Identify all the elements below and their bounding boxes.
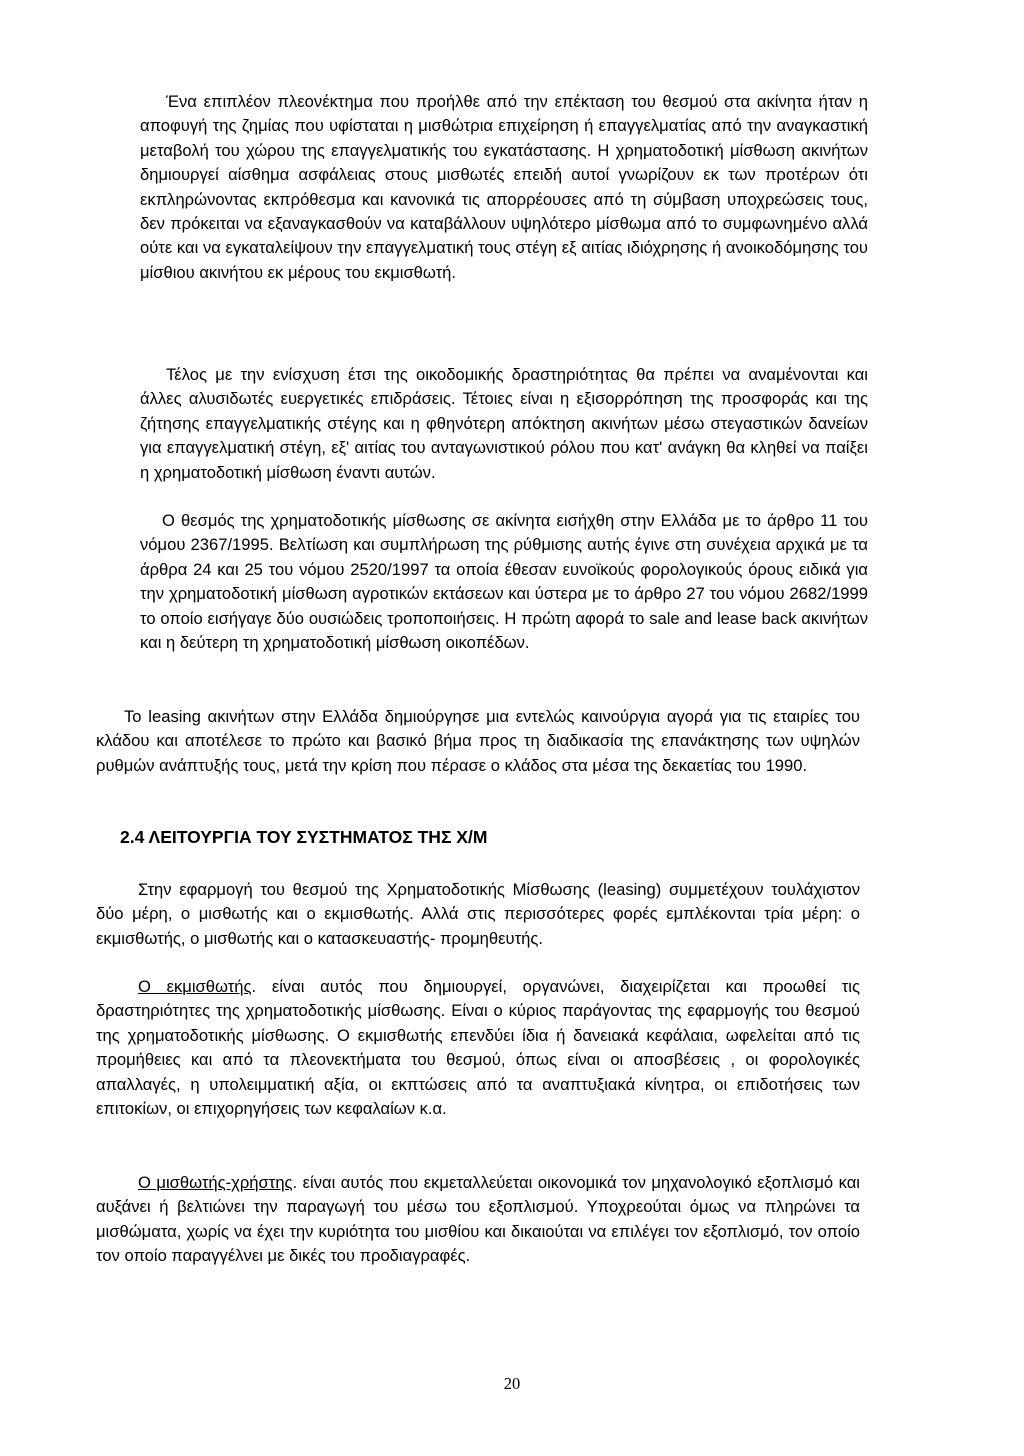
section-heading: 2.4 ΛΕΙΤΟΥΡΓΙΑ ΤΟΥ ΣΥΣΤΗΜΑΤΟΣ ΤΗΣ Χ/Μ xyxy=(120,827,488,847)
paragraph-5: Στην εφαρμογή του θεσμού της Χρηματοδοτικής Μίσθωσης (leasing) συμμετέχουν τουλάχιστον δύο μέρη, ο μισθωτής και ο εκμισθωτής. Αλλά στις περισσότερες φορές εμπλέκονται τρία μέρη: ο εκμισθωτής, ο μισθωτής και ο κατασκευαστής- προμηθευτής. xyxy=(96,880,860,948)
term-lessor: Ο εκμισθωτής xyxy=(138,977,252,996)
paragraph-2: Τέλος με την ενίσχυση έτσι της οικοδομικής δραστηριότητας θα πρέπει να αναμένονται και άλλες αλυσιδωτές ευεργετικές επιδράσεις. Τέτοιες είναι η εξισορρόπηση της προσφοράς και της ζήτησης επαγγελματικής στέγης και η φθηνότερη απόκτηση ακινήτων μέσω στεγαστικών δανείων για επαγγελματική στέγη, εξ' αιτίας του ανταγωνιστικού ρόλου που κατ' ανάγκη θα κληθεί να παίξει η χρηματοδοτική μίσθωση έναντι αυτών. xyxy=(140,365,868,482)
paragraph-lessor xyxy=(96,975,860,1121)
page-number: 20 xyxy=(503,1374,521,1393)
lessor-description: . είναι αυτός που δημιουργεί, οργανώνει, διαχειρίζεται και προωθεί τις δραστηριότητες της χρηματοδοτικής μίσθωσης. Είναι ο κύριος παράγοντας της εφαρμογής του θεσμού της χρηματοδοτικής μίσθωσης. Ο εκμισθωτής επενδύει ίδια ή δανειακά κεφάλαια, ωφελείται από τις προμήθειες και από τα πλεονεκτήματα του θεσμού, όπως είναι οι αποσβέσεις , οι φορολογικές απαλλαγές, η υπολειμματική αξία, οι εκπτώσεις από τα αναπτυξιακά κίνητρα, οι επιδοτήσεις των επιτοκίων, οι επιχορηγήσεις των κεφαλαίων κ.α. xyxy=(96,977,860,1119)
lessee-description: . είναι αυτός που εκμεταλλεύεται οικονομικά τον μηχανολογικό εξοπλισμό και αυξάνει ή βελτιώνει την παραγωγή του μέσω του εξοπλισμού. Υποχρεούται όμως να πληρώνει τα μισθώματα, χωρίς να έχει την κυριότητα του μισθίου και δικαιούται να επιλέγει τον εξοπλισμό, τον οποίο τον οποίο παραγγέλνει με δικές του προδιαγραφές. xyxy=(96,1173,860,1266)
term-lessee: Ο μισθωτής-χρήστης xyxy=(138,1173,293,1192)
paragraph-3: Ο θεσμός της χρηματοδοτικής μίσθωσης σε ακίνητα εισήχθη στην Ελλάδα με το άρθρο 11 του νόμου 2367/1995. Βελτίωση και συμπλήρωση της ρύθμισης αυτής έγινε στη συνέχεια αρχικά με τα άρθρα 24 και 25 του νόμου 2520/1997 τα οποία έθεσαν ευνοϊκούς φορολογικούς όρους ειδικά για την χρηματοδοτική μίσθωση αγροτικών εκτάσεων και ύστερα με το άρθρο 27 του νόμου 2682/1999 το οποίο εισήγαγε δύο ουσιώδεις τροποποιήσεις. Η πρώτη αφορά το sale and lease back ακινήτων και η δεύτερη τη χρηματοδοτική μίσθωση οικοπέδων. xyxy=(140,511,868,653)
paragraph-4: Το leasing ακινήτων στην Ελλάδα δημιούργησε μια εντελώς καινούργια αγορά για τις εταιρίες του κλάδου και αποτέλεσε το πρώτο και βασικό βήμα προς τη διαδικασία της επανάκτησης των υψηλών ρυθμών ανάπτυξής τους, μετά την κρίση που πέρασε ο κλάδος στα μέσα της δεκαετίας του 1990. xyxy=(96,707,860,775)
paragraph-1: Ένα επιπλέον πλεονέκτημα που προήλθε από την επέκταση του θεσμού στα ακίνητα ήταν η αποφυγή της ζημίας που υφίσταται η μισθώτρια επιχείρηση ή επαγγελματίας από την αναγκαστική μεταβολή του χώρου της επαγγελματικής του εγκατάστασης. Η χρηματοδοτική μίσθωση ακινήτων δημιουργεί αίσθημα ασφάλειας στους μισθωτές επειδή αυτοί γνωρίζουν εκ των προτέρων ότι εκπληρώνοντας εκπρόθεσμα και κανονικά τις απορρέουσες από τη σύμβαση υποχρεώσεις τους, δεν πρόκειται να εξαναγκασθούν να καταβάλλουν υψηλότερο μίσθωμα από το συμφωνημένο αλλά ούτε και να εγκαταλείψουν την επαγγελματική τους στέγη εξ αιτίας ιδιόχρησης ή ανοικοδόμησης του μίσθιου ακινήτου εκ μέρους του εκμισθωτή. xyxy=(140,92,868,282)
paragraph-lessee xyxy=(96,1171,860,1269)
